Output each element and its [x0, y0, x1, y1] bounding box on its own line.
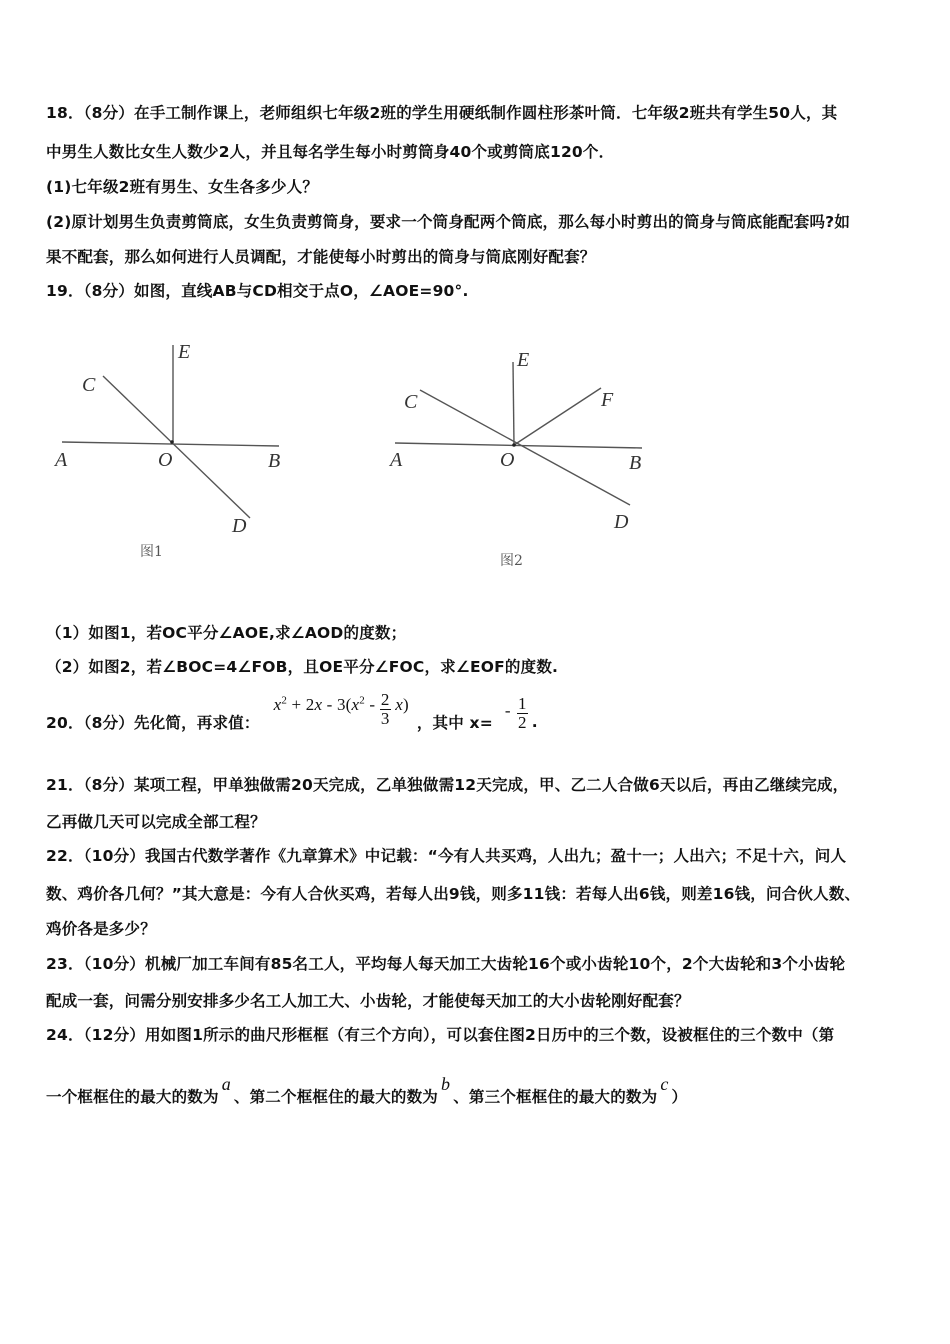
fig2-label-e: E	[517, 349, 530, 371]
q20-expr-part1: + 2	[291, 694, 315, 714]
fig2-label-b: B	[629, 452, 642, 474]
figure-2	[370, 330, 670, 580]
q24-var-c: c	[660, 1074, 669, 1094]
q21-line2: 乙再做几天可以完成全部工程？	[46, 813, 266, 831]
q21-line1: 21．（8分）某项工程，甲单独做需20天完成，乙单独做需12天完成，甲、乙二人合做6天以后，再由乙继续完成，	[46, 776, 849, 794]
q18-sub1: (1)七年级2班有男生、女生各多少人？	[46, 178, 319, 196]
fig1-caption: 图1	[140, 544, 163, 560]
q24-seg3: 、第三个框框住的最大的数为	[453, 1088, 658, 1106]
q19-sub2: （2）如图2，若∠BOC=4∠FOB，且OE平分∠FOC，求∠EOF的度数.	[46, 658, 559, 676]
q23-line2: 配成一套，问需分别安排多少名工人加工大、小齿轮，才能使每天加工的大小齿轮刚好配套？	[46, 992, 690, 1010]
fig1-label-b: B	[268, 450, 281, 472]
q18-line1: 18．（8分）在手工制作课上，老师组织七年级2班的学生用硬纸制作圆柱形茶叶筒．七年级2班共有学生50人，其	[46, 104, 838, 122]
q20-line	[46, 690, 538, 736]
fig2-label-o: O	[500, 449, 515, 471]
q18-line2: 中男生人数比女生人数少2人，并且每名学生每小时剪筒身40个或剪筒底120个．	[46, 143, 615, 161]
q20-expr-part3: -	[364, 694, 380, 714]
q24-var-b: b	[441, 1074, 451, 1094]
fig2-label-d: D	[614, 511, 629, 533]
q24-var-a: a	[221, 1074, 231, 1094]
q20-frac-den: 3	[380, 708, 390, 728]
fig1-label-d: D	[232, 515, 247, 537]
q20-expression: $x^2 + 2x - 3(x^2$ - $\frac{2}{3}$ x)	[273, 689, 409, 728]
fig1-label-o: O	[158, 449, 173, 471]
q20-expr-part2: - 3(	[322, 694, 352, 714]
q20-neg: -	[504, 701, 511, 720]
q23-line1: 23．（10分）机械厂加工车间有85名工人，平均每人每天加工大齿轮16个或小齿轮10个，2个大齿轮和3个小齿轮	[46, 955, 846, 973]
q22-line2: 数、鸡价各几何？”其大意是：今有人合伙买鸡，若每人出9钱，则多11钱：若每人出6钱，则差16钱，问合伙人数、	[46, 885, 861, 903]
fig2-label-f: F	[601, 389, 614, 411]
q22-line1: 22．（10分）我国古代数学著作《九章算术》中记载：“今有人共买鸡，人出九；盈十一；人出六；不足十六，问人	[46, 847, 847, 865]
q24-line2	[46, 1074, 688, 1107]
q24-seg4: ）	[671, 1088, 688, 1106]
fig2-label-a: A	[390, 449, 403, 471]
q20-x-fraction	[517, 695, 528, 732]
fig2-caption: 图2	[500, 553, 523, 569]
q24-line1: 24．（12分）用如图1所示的曲尺形框框（有三个方向），可以套住图2日历中的三个数，设被框住的三个数中（第	[46, 1026, 835, 1044]
q18-sub2-line1: (2)原计划男生负责剪筒底，女生负责剪筒身，要求一个筒身配两个筒底，那么每小时剪出的筒身与筒底能配套吗?如	[46, 213, 851, 231]
q20-end: .	[531, 713, 538, 731]
q19-sub1: （1）如图1，若OC平分∠AOE,求∠AOD的度数；	[46, 624, 407, 642]
q20-prefix: 20．（8分）先化简，再求值：	[46, 714, 260, 732]
fig2-label-c: C	[404, 391, 418, 413]
fig1-label-c: C	[82, 374, 96, 396]
q24-seg1: 一个框框住的最大的数为	[46, 1088, 219, 1106]
fig1-label-e: E	[178, 341, 191, 363]
q22-line3: 鸡价各是多少？	[46, 920, 156, 938]
fig1-label-a: A	[55, 449, 68, 471]
q20-expr-close: )	[402, 694, 409, 714]
q20-frac-num: 2	[380, 689, 390, 709]
q20-middle: ，其中 x=	[416, 714, 493, 732]
q18-sub2-line2: 果不配套，那么如何进行人员调配，才能使每小时剪出的筒身与筒底刚好配套？	[46, 248, 596, 266]
q20-x-frac-num: 1	[517, 693, 527, 713]
figure-1	[40, 330, 340, 580]
q24-seg2: 、第二个框框住的最大的数为	[233, 1088, 439, 1106]
q20-x-frac-den: 2	[517, 712, 527, 732]
q20-fraction	[380, 691, 391, 728]
q19-stem: 19．（8分）如图，直线AB与CD相交于点O，∠AOE=90°.	[46, 282, 469, 300]
